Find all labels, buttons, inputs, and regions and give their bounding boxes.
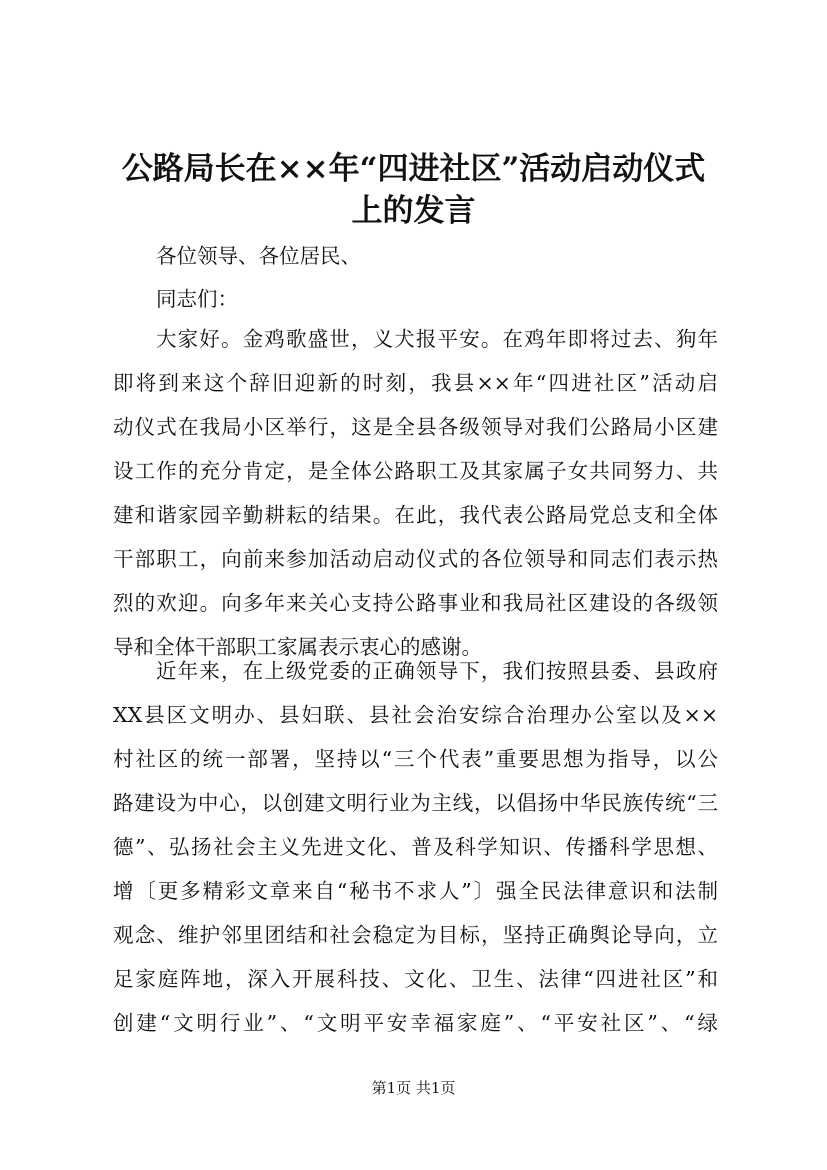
paragraph-line: 足家庭阵地，深入开展科技、文化、卫生、法律“四进社区”和 — [113, 967, 718, 991]
paragraph-line: 村社区的统一部署，坚持以“三个代表”重要思想为指导，以公 — [113, 747, 718, 771]
paragraph-line: 建和谐家园辛勤耕耘的结果。在此，我代表公路局党总支和全体 — [113, 503, 718, 527]
salutation-line-2: 同志们： — [156, 287, 238, 311]
paragraph-line: 创建“文明行业”、“文明平安幸福家庭”、“平安社区”、“绿 — [113, 1011, 718, 1035]
salutation-line-1: 各位领导、各位居民、 — [156, 244, 361, 268]
paragraph-line: 路建设为中心，以创建文明行业为主线，以倡扬中华民族传统“三 — [113, 791, 718, 815]
title-line-1: 公路局长在××年“四进社区”活动启动仪式 — [121, 151, 706, 187]
paragraph-line: 增〔更多精彩文章来自“秘书不求人”〕强全民法律意识和法制 — [113, 879, 718, 903]
paragraph-line: 设工作的充分肯定，是全体公路职工及其家属子女共同努力、共 — [113, 459, 718, 483]
paragraph-line: 干部职工，向前来参加活动启动仪式的各位领导和同志们表示热 — [113, 547, 718, 571]
paragraph-line: 即将到来这个辞旧迎新的时刻，我县××年“四进社区”活动启 — [113, 371, 718, 395]
paragraph-line: 观念、维护邻里团结和社会稳定为目标，坚持正确舆论导向，立 — [113, 923, 718, 947]
page-footer: 第1页 共1页 — [371, 1079, 456, 1097]
document-title — [100, 148, 727, 232]
paragraph-line: 导和全体干部职工家属表示衷心的感谢。 — [113, 635, 482, 659]
paragraph-line: 德”、弘扬社会主义先进文化、普及科学知识、传播科学思想、 — [113, 835, 718, 859]
paragraph-line: 动仪式在我局小区举行，这是全县各级领导对我们公路局小区建 — [113, 415, 718, 439]
paragraph-line: 近年来，在上级党委的正确领导下，我们按照县委、县政府 — [156, 659, 718, 683]
paragraph-line: XX县区文明办、县妇联、县社会治安综合治理办公室以及×× — [113, 703, 718, 727]
title-line-2: 上的发言 — [351, 193, 476, 229]
paragraph-line: 烈的欢迎。向多年来关心支持公路事业和我局社区建设的各级领 — [113, 591, 718, 615]
paragraph-line: 大家好。金鸡歌盛世，义犬报平安。在鸡年即将过去、狗年 — [156, 327, 718, 351]
